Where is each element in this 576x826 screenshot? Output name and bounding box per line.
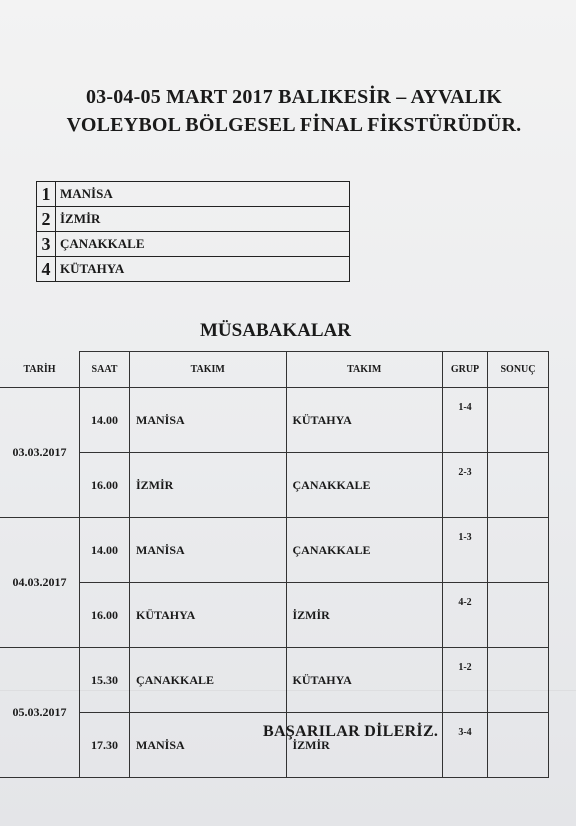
match-team-2: ÇANAKKALE	[286, 453, 443, 518]
match-team-1: MANİSA	[130, 388, 287, 453]
match-group: 4-2	[443, 583, 488, 648]
match-row	[0, 453, 549, 518]
match-team-2: ÇANAKKALE	[286, 518, 443, 583]
section-title: MÜSABAKALAR	[200, 320, 351, 341]
match-group: 1-2	[443, 648, 488, 713]
match-row	[0, 583, 549, 648]
team-name: İZMİR	[56, 207, 350, 232]
closing-message: BAŞARILAR DİLERİZ.	[263, 723, 439, 740]
match-date: 05.03.2017	[0, 648, 80, 778]
match-group: 2-3	[443, 453, 488, 518]
match-team-2: İZMİR	[286, 583, 443, 648]
match-team-1: MANİSA	[130, 518, 287, 583]
header-team-1: TAKIM	[130, 352, 287, 388]
match-result	[488, 713, 549, 778]
team-row	[37, 232, 350, 257]
match-result	[488, 453, 549, 518]
team-number: 4	[37, 257, 56, 282]
match-row	[0, 518, 549, 583]
header-date: TARİH	[0, 352, 80, 388]
match-result	[488, 648, 549, 713]
teams-table	[36, 181, 350, 282]
header-group: GRUP	[443, 352, 488, 388]
match-group: 1-4	[443, 388, 488, 453]
team-row	[37, 207, 350, 232]
match-row	[0, 648, 549, 713]
match-time: 16.00	[80, 583, 130, 648]
header-team-2: TAKIM	[286, 352, 443, 388]
document-title-line-2: VOLEYBOL BÖLGESEL FİNAL FİKSTÜRÜDÜR.	[66, 114, 522, 136]
match-result	[488, 518, 549, 583]
match-team-1: KÜTAHYA	[130, 583, 287, 648]
match-time: 14.00	[80, 518, 130, 583]
match-team-1: İZMİR	[130, 453, 287, 518]
paper-fold-shadow	[0, 690, 576, 691]
team-row	[37, 182, 350, 207]
match-result	[488, 388, 549, 453]
match-team-2: KÜTAHYA	[286, 648, 443, 713]
match-group: 3-4	[443, 713, 488, 778]
team-name: KÜTAHYA	[56, 257, 350, 282]
match-team-1: MANİSA	[130, 713, 287, 778]
match-team-2: İZMİR	[286, 713, 443, 778]
document-title-line-1: 03-04-05 MART 2017 BALIKESİR – AYVALIK	[85, 86, 503, 108]
team-number: 1	[37, 182, 56, 207]
team-row	[37, 257, 350, 282]
team-name: MANİSA	[56, 182, 350, 207]
header-time: SAAT	[80, 352, 130, 388]
match-result	[488, 583, 549, 648]
match-time: 16.00	[80, 453, 130, 518]
match-time: 17.30	[80, 713, 130, 778]
fixture-header-row	[0, 352, 549, 388]
team-number: 2	[37, 207, 56, 232]
match-date: 03.03.2017	[0, 388, 80, 518]
team-number: 3	[37, 232, 56, 257]
match-team-1: ÇANAKKALE	[130, 648, 287, 713]
match-time: 14.00	[80, 388, 130, 453]
match-time: 15.30	[80, 648, 130, 713]
match-date: 04.03.2017	[0, 518, 80, 648]
match-group: 1-3	[443, 518, 488, 583]
fixture-table	[0, 351, 549, 778]
match-team-2: KÜTAHYA	[286, 388, 443, 453]
header-result: SONUÇ	[488, 352, 549, 388]
team-name: ÇANAKKALE	[56, 232, 350, 257]
match-row	[0, 388, 549, 453]
